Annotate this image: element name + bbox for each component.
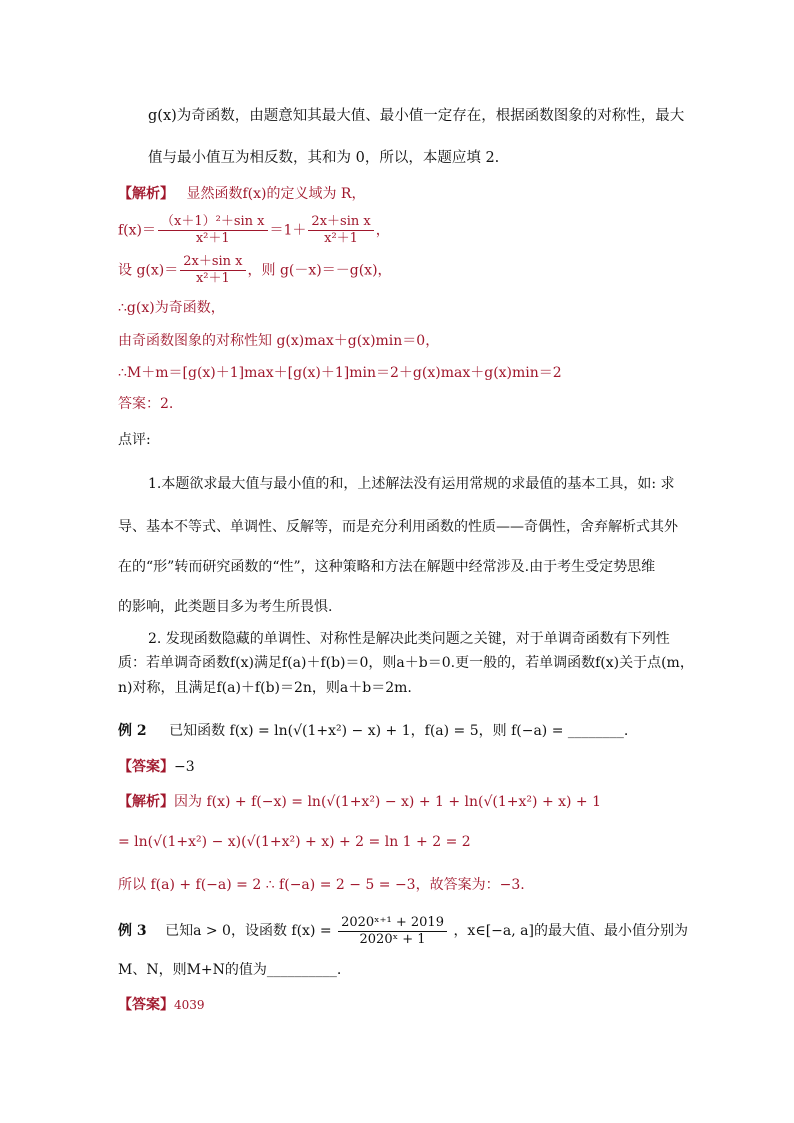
example-3-question	[118, 914, 688, 948]
example-2-solution-line-2: = ln(√(1+x²) − x)(√(1+x²) + x) + 2 = ln 1 + 2 = 2	[118, 834, 471, 850]
solution-tag: 【解析】	[118, 794, 174, 810]
example-2-answer	[118, 757, 195, 777]
line-2-tail: ，	[375, 222, 390, 239]
answer-value: 4039	[174, 998, 205, 1012]
example-3-line-2: M、N，则M+N的值为__________.	[118, 962, 342, 978]
example-3-answer	[118, 995, 205, 1015]
solution-1-line-2	[118, 214, 390, 247]
example-3-fraction	[338, 915, 447, 948]
solution-1-text: 显然函数f(x)的定义域为 R，	[186, 186, 366, 202]
example-2-solution-line-1	[118, 792, 601, 812]
comment-p1-line-3: 在的“形”转而研究函数的“性”，这种策略和方法在解题中经常涉及.由于考生受定势思维	[118, 559, 656, 575]
comment-p2-line-3: n)对称，且满足f(a)＋f(b)＝2n，则a＋b＝2m.	[118, 680, 412, 696]
answer-value: −3	[174, 759, 195, 775]
fraction-1-num: （x＋1）²＋sin x	[158, 214, 267, 231]
fraction-2-num: 2x＋sin x	[308, 214, 373, 231]
comment-p2-line-2: 质：若单调奇函数f(x)满足f(a)＋f(b)＝0，则a＋b＝0.更一般的，若单调函数f(x)关于点(m，	[118, 655, 694, 671]
f-lhs: f(x)＝	[118, 222, 157, 239]
g-def-lhs: 设 g(x)＝	[118, 262, 179, 279]
fraction-3-den: x²＋1	[195, 271, 230, 286]
example-3-text-post: ，x∈[−a, a]的最大值、最小值分别为	[453, 923, 688, 939]
solution-1-line-3	[118, 254, 392, 287]
intro-line-2: 值与最小值互为相反数，其和为 0，所以，本题应填 2.	[148, 150, 500, 166]
fraction-1-den: x²＋1	[195, 231, 230, 246]
line-3-tail: ，则 g(－x)＝－g(x)，	[247, 262, 392, 279]
fraction-3-num: 2x＋sin x	[180, 254, 245, 271]
example-2-label: 例 2	[118, 723, 147, 739]
comment-p1-line-1: 1.本题欲求最大值与最小值的和，上述解法没有运用常规的求最值的基本工具，如: 求	[148, 476, 675, 492]
comment-title: 点评:	[118, 432, 151, 448]
solution-tag: 【解析】	[118, 186, 174, 202]
comment-p1-line-4: 的影响，此类题目多为考生所畏惧.	[118, 599, 333, 615]
solution-1-line-6: ∴M＋m＝[g(x)＋1]max＋[g(x)＋1]min＝2＋g(x)max＋g(x)min＝2	[118, 365, 562, 381]
example-3-label: 例 3	[118, 923, 147, 939]
answer-tag: 【答案】	[118, 759, 174, 775]
solution-1-answer: 答案：2.	[118, 396, 174, 412]
fraction-3	[180, 254, 245, 287]
answer-tag: 【答案】	[118, 997, 174, 1013]
example-3-text-pre: 已知a > 0，设函数 f(x) =	[165, 923, 332, 939]
example-2-text: 已知函数 f(x) = ln(√(1+x²) − x) + 1，f(a) = 5，则 f(−a) = ________.	[169, 723, 629, 739]
example-2-solution-line-3: 所以 f(a) + f(−a) = 2 ∴ f(−a) = 2 − 5 = −3，故答案为：−3.	[118, 877, 525, 893]
fraction-2	[308, 214, 373, 247]
fraction-2-den: x²＋1	[324, 231, 358, 246]
comment-p1-line-2: 导、基本不等式、单调性、反解等，而是充分利用函数的性质——奇偶性，舍弃解析式其外	[118, 519, 678, 535]
solution-1-line-5: 由奇函数图象的对称性知 g(x)max＋g(x)min＝0，	[118, 333, 440, 349]
fraction-1	[158, 214, 267, 247]
example-3-frac-num: 2020ˣ⁺¹ + 2019	[338, 915, 447, 932]
example-3-frac-den: 2020ˣ + 1	[359, 931, 426, 947]
equals-one-plus: ＝1＋	[269, 222, 307, 239]
intro-line-1: g(x)为奇函数，由题意知其最大值、最小值一定存在，根据函数图象的对称性，最大	[148, 108, 685, 124]
comment-p2-line-1: 2. 发现函数隐藏的单调性、对称性是解决此类问题之关键，对于单调奇函数有下列性	[148, 631, 670, 647]
example-2-question	[118, 721, 628, 741]
example-2-sol-text-1: 因为 f(x) + f(−x) = ln(√(1+x²) − x) + 1 + ln(√(1+x²) + x) + 1	[174, 794, 602, 810]
solution-1-line-1	[118, 184, 365, 204]
solution-1-line-4: ∴g(x)为奇函数，	[118, 300, 225, 316]
